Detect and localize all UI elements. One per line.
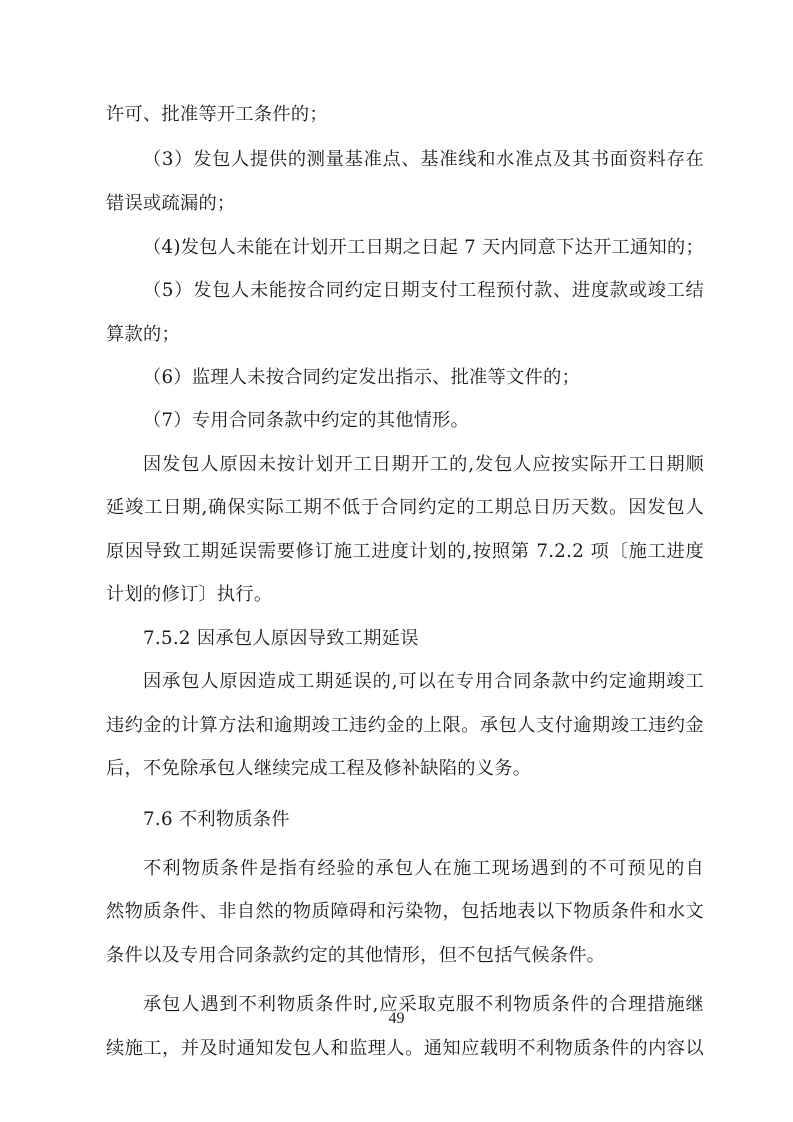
- text-line: （7）专用合同条款中约定的其他情形。: [143, 410, 470, 431]
- section-heading: 7.5.2 因承包人原因导致工期延误: [143, 628, 419, 649]
- text-line: （5）发包人未能按合同约定日期支付工程预付款、进度款或竣工结: [143, 280, 704, 301]
- section-heading: 7.6 不利物质条件: [143, 809, 290, 830]
- text-line: 违约金的计算方法和逾期竣工违约金的上限。承包人支付逾期竣工违约金: [106, 715, 704, 736]
- text-line: 许可、批准等开工条件的；: [106, 104, 328, 125]
- text-line: 算款的；: [106, 324, 180, 345]
- page-number: 49: [388, 1010, 405, 1027]
- text-line: 后，不免除承包人继续完成工程及修补缺陷的义务。: [106, 758, 532, 779]
- text-line: 不利物质条件是指有经验的承包人在施工现场遇到的不可预见的自: [143, 858, 704, 879]
- text-line: （3）发包人提供的测量基准点、基准线和水准点及其书面资料存在: [143, 149, 704, 170]
- text-line: 续施工，并及时通知发包人和监理人。通知应载明不利物质条件的内容以: [106, 1038, 704, 1059]
- text-line: 承包人遇到不利物质条件时,应采取克服不利物质条件的合理措施继: [143, 994, 704, 1015]
- text-line: （6）监理人未按合同约定发出指示、批准等文件的；: [143, 367, 581, 388]
- text-line: 计划的修订〕执行。: [106, 584, 273, 605]
- text-line: 然物质条件、非自然的物质障碍和污染物，包括地表以下物质条件和水文: [106, 901, 704, 922]
- text-line: 因承包人原因造成工期延误的,可以在专用合同条款中约定逾期竣工: [143, 671, 704, 692]
- text-line: 延竣工日期,确保实际工期不低于合同约定的工期总日历天数。因发包人: [106, 497, 704, 518]
- text-line: （4)发包人未能在计划开工日期之日起 7 天内同意下达开工通知的；: [143, 237, 704, 258]
- text-line: 原因导致工期延误需要修订施工进度计划的,按照第 7.2.2 项〔施工进度: [106, 541, 704, 562]
- text-line: 因发包人原因未按计划开工日期开工的,发包人应按实际开工日期顺: [143, 454, 704, 475]
- text-line: 条件以及专用合同条款约定的其他情形，但不包括气候条件。: [106, 945, 606, 966]
- text-line: 错误或疏漏的；: [106, 193, 236, 214]
